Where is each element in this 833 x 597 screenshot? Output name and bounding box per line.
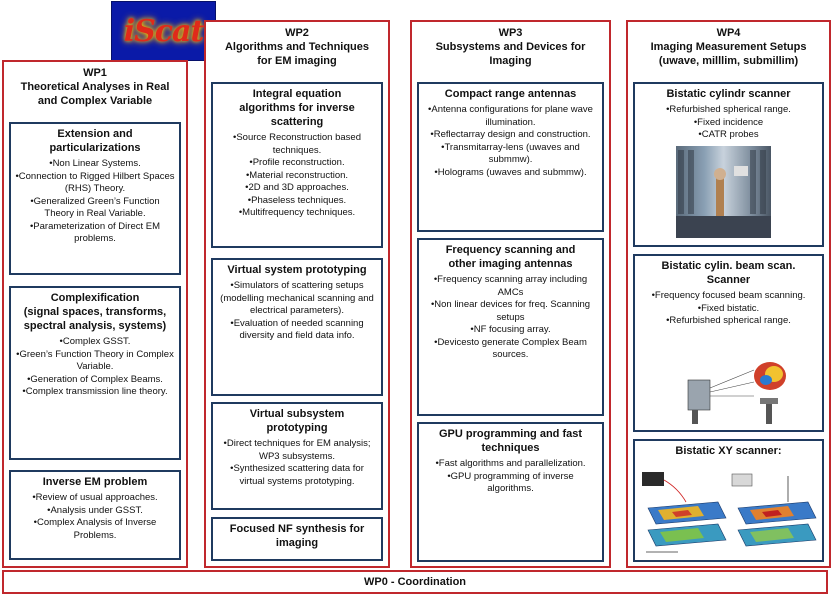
wp1-box-complexification (9, 286, 181, 460)
list-item: • Evaluation of needed scanning diversity and field data info. (217, 318, 377, 343)
list-item: • Profile reconstruction. (217, 157, 377, 170)
list-item: • Transmitarray-lens (uwaves and submmw). (423, 142, 598, 167)
box-title: Bistatic XY scanner: (675, 445, 782, 457)
list-item: • Material reconstruction. (217, 170, 377, 183)
wp3-title: WP3 Subsystems and Devices for Imaging (435, 27, 586, 67)
wp1-title: WP1 Theoretical Analyses in Real and Complex Variable (20, 67, 170, 107)
list-item: • Fixed bistatic. (639, 303, 818, 316)
list-item: • Fixed incidence (639, 117, 818, 130)
list-item: • Phaseless techniques. (217, 195, 377, 208)
list-item: • Devicesto generate Complex Beam sources. (423, 337, 598, 362)
box-title: Frequency scanning and other imaging antennas (445, 244, 576, 270)
list-item: • Frequency focused beam scanning. (639, 290, 818, 303)
wp2-box-focused-nf (211, 517, 383, 561)
wp0-coordination-bar (2, 570, 828, 594)
wp2-title: WP2 Algorithms and Techniques for EM imaging (224, 27, 370, 67)
list-item: • Holograms (uwaves and submmw). (423, 167, 598, 180)
list-item: • Source Reconstruction based techniques. (217, 132, 377, 157)
list-item: • Generation of Complex Beams. (15, 374, 175, 387)
box-title: Extension and particularizations (49, 128, 141, 154)
wp2-box-integral (211, 82, 383, 248)
list-item: • CATR probes (639, 129, 818, 142)
beam-scanner-graphic (684, 350, 802, 426)
box-title: Compact range antennas (444, 88, 577, 100)
wp3-box-gpu (417, 422, 604, 562)
list-item: • Synthesized scattering data for virtual systems prototyping. (217, 463, 377, 488)
xy-scanner-illustration (638, 468, 820, 558)
list-item: • Antenna configurations for plane wave illumination. (423, 104, 598, 129)
list-item: • Generalized Green’s Function Theory in Real Variable. (15, 196, 175, 221)
list-item: • Analysis under GSST. (15, 505, 175, 518)
beam-scanner-illustration (684, 350, 802, 426)
list-item: • Green’s Function Theory in Complex Variable. (15, 349, 175, 374)
anechoic-chamber-photo (676, 146, 771, 238)
wp1-box-extension (9, 122, 181, 275)
wp1-box-inverse (9, 470, 181, 560)
box-title: Complexification (signal spaces, transforms, spectral analysis, systems) (23, 292, 167, 332)
iscat-logo (111, 1, 216, 61)
wp3-box-compact-range (417, 82, 604, 232)
wp0-title: WP0 - Coordination (363, 576, 467, 588)
list-item: • Refurbished spherical range. (639, 315, 818, 328)
box-title: Bistatic cylindr scanner (666, 88, 791, 100)
box-title: Virtual subsystem prototyping (249, 408, 345, 434)
wp2-box-virtual-system (211, 258, 383, 396)
box-title: GPU programming and fast techniques (438, 428, 583, 454)
list-item: • Complex transmission line theory. (15, 386, 175, 399)
box-title: Inverse EM problem (42, 476, 148, 488)
list-item: • Direct techniques for EM analysis; WP3 subsystems. (217, 438, 377, 463)
xy-scanner-graphic (638, 468, 820, 558)
list-item: • Simulators of scattering setups (modelling mechanical scanning and electrical parameters). (217, 280, 377, 318)
list-item: • Reflectarray design and construction. (423, 129, 598, 142)
list-item: • Fast algorithms and parallelization. (423, 458, 598, 471)
list-item: • Frequency scanning array including AMCs (423, 274, 598, 299)
list-item: • Parameterization of Direct EM problems. (15, 221, 175, 246)
chamber-illustration (676, 146, 771, 238)
wp2-box-virtual-subsystem (211, 402, 383, 510)
box-title: Integral equation algorithms for inverse scattering (239, 88, 355, 128)
list-item: • Multifrequency techniques. (217, 207, 377, 220)
list-item: • Complex Analysis of Inverse Problems. (15, 517, 175, 542)
box-title: Bistatic cylin. beam scan. Scanner (661, 260, 796, 286)
list-item: • Non Linear Systems. (15, 158, 175, 171)
list-item: • Complex GSST. (15, 336, 175, 349)
list-item: • GPU programming of inverse algorithms. (423, 471, 598, 496)
wp4-title: WP4 Imaging Measurement Setups (uwave, milllim, submillim) (650, 27, 807, 67)
box-title: Virtual system prototyping (227, 264, 367, 276)
list-item: • NF focusing array. (423, 324, 598, 337)
list-item: • Connection to Rigged Hilbert Spaces (RHS) Theory. (15, 171, 175, 196)
list-item: • Refurbished spherical range. (639, 104, 818, 117)
list-item: • Non linear devices for freq. Scanning setups (423, 299, 598, 324)
box-title: Focused NF synthesis for imaging (229, 523, 365, 549)
list-item: • 2D and 3D approaches. (217, 182, 377, 195)
list-item: • Review of usual approaches. (15, 492, 175, 505)
logo-text: iScat (123, 14, 204, 49)
wp3-box-freq-scanning (417, 238, 604, 416)
